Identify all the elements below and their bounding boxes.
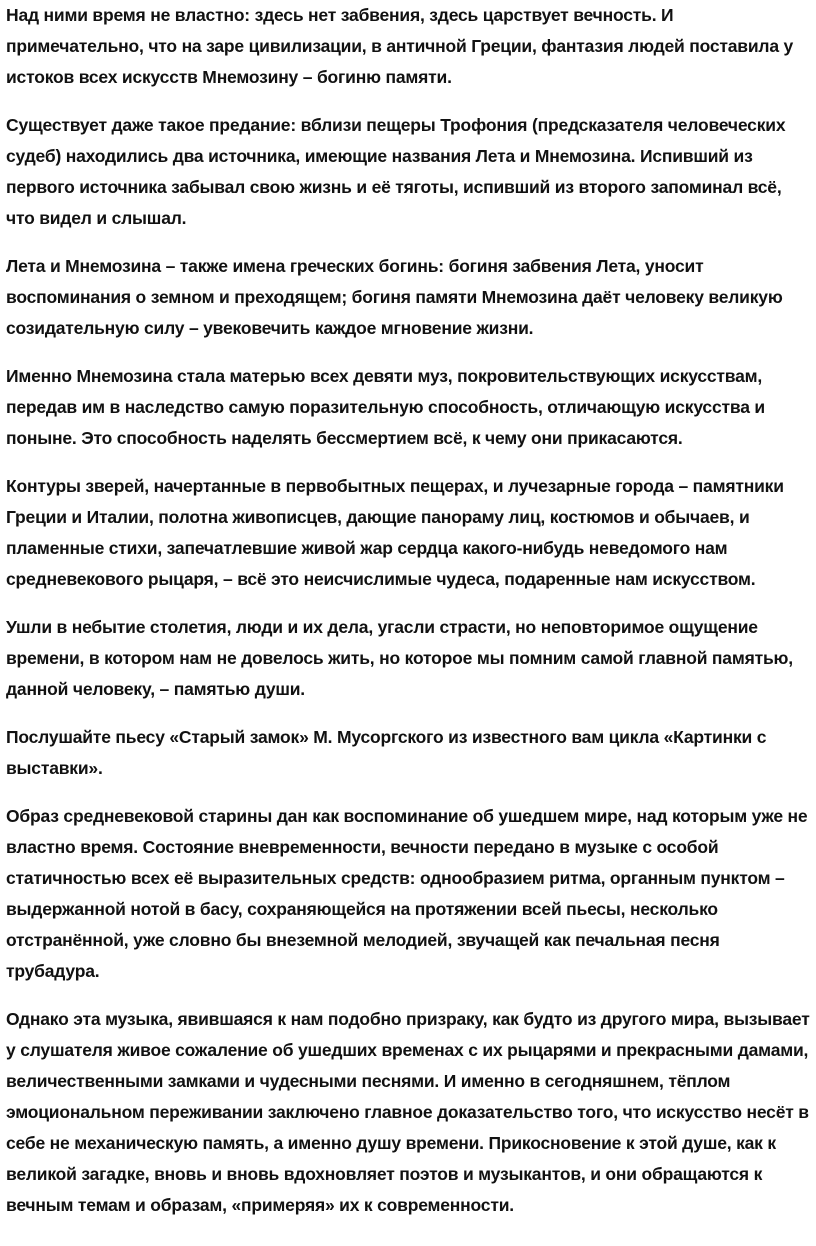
paragraph: Однако эта музыка, явившаяся к нам подобно призраку, как будто из другого мира, вызывает у слушателя живое сожаление об ушедших временах с их рыцарями и прекрасными дамами, величественными замками и чудесными песнями. И именно в сегодняшнем, тёплом эмоциональном переживании заключено главное доказательство того, что искусство несёт в себе не механическую память, а именно душу времени. Прикосновение к этой душе, как к великой загадке, вновь и вновь вдохновляет поэтов и музыкантов, и они обращаются к вечным темам и образам, «примеряя» их к современности. — [6, 1009, 810, 1215]
paragraph: Именно Мнемозина стала матерью всех девяти муз, покровительствующих искусствам, передав им в наследство самую поразительную способность, отличающую искусства и поныне. Это способность наделять бессмертием всё, к чему они прикасаются. — [6, 366, 765, 448]
paragraph: Над ними время не властно: здесь нет забвения, здесь царствует вечность. И примечательно, что на заре цивилизации, в античной Греции, фантазия людей поставила у истоков всех искусств Мнемозину – богиню памяти. — [6, 5, 794, 87]
paragraph: Ушли в небытие столетия, люди и их дела, угасли страсти, но неповторимое ощущение времени, в котором нам не довелось жить, но которое мы помним самой главной памятью, данной человеку, – памятью души. — [6, 617, 793, 699]
paragraph: Лета и Мнемозина – также имена греческих богинь: богиня забвения Лета, уносит воспоминания о земном и преходящем; богиня памяти Мнемозина даёт человеку великую созидательную силу – увековечить каждое мгновение жизни. — [6, 256, 783, 338]
paragraph: Послушайте пьесу «Старый замок» М. Мусоргского из известного вам цикла «Картинки с выставки». — [6, 727, 767, 778]
paragraph: Контуры зверей, начертанные в первобытных пещерах, и лучезарные города – памятники Греции и Италии, полотна живописцев, дающие панораму лиц, костюмов и обычаев, и пламенные стихи, запечатлевшие живой жар сердца какого-нибудь неведомого нам средневекового рыцаря, – всё это неисчислимые чудеса, подаренные нам искусством. — [6, 476, 784, 589]
paragraph: Существует даже такое предание: вблизи пещеры Трофония (предсказателя человеческих судеб) находились два источника, имеющие названия Лета и Мнемозина. Испивший из первого источника забывал свою жизнь и её тяготы, испивший из второго запоминал всё, что видел и слышал. — [6, 115, 786, 228]
paragraph: Образ средневековой старины дан как воспоминание об ушедшем мире, над которым уже не властно время. Состояние вневременности, вечности передано в музыке с особой статичностью всех её выразительных средств: однообразием ритма, органным пунктом – выдержанной нотой в басу, сохраняющейся на протяжении всей пьесы, несколько отстранённой, уже словно бы внеземной мелодией, звучащей как печальная песня трубадура. — [6, 806, 808, 981]
